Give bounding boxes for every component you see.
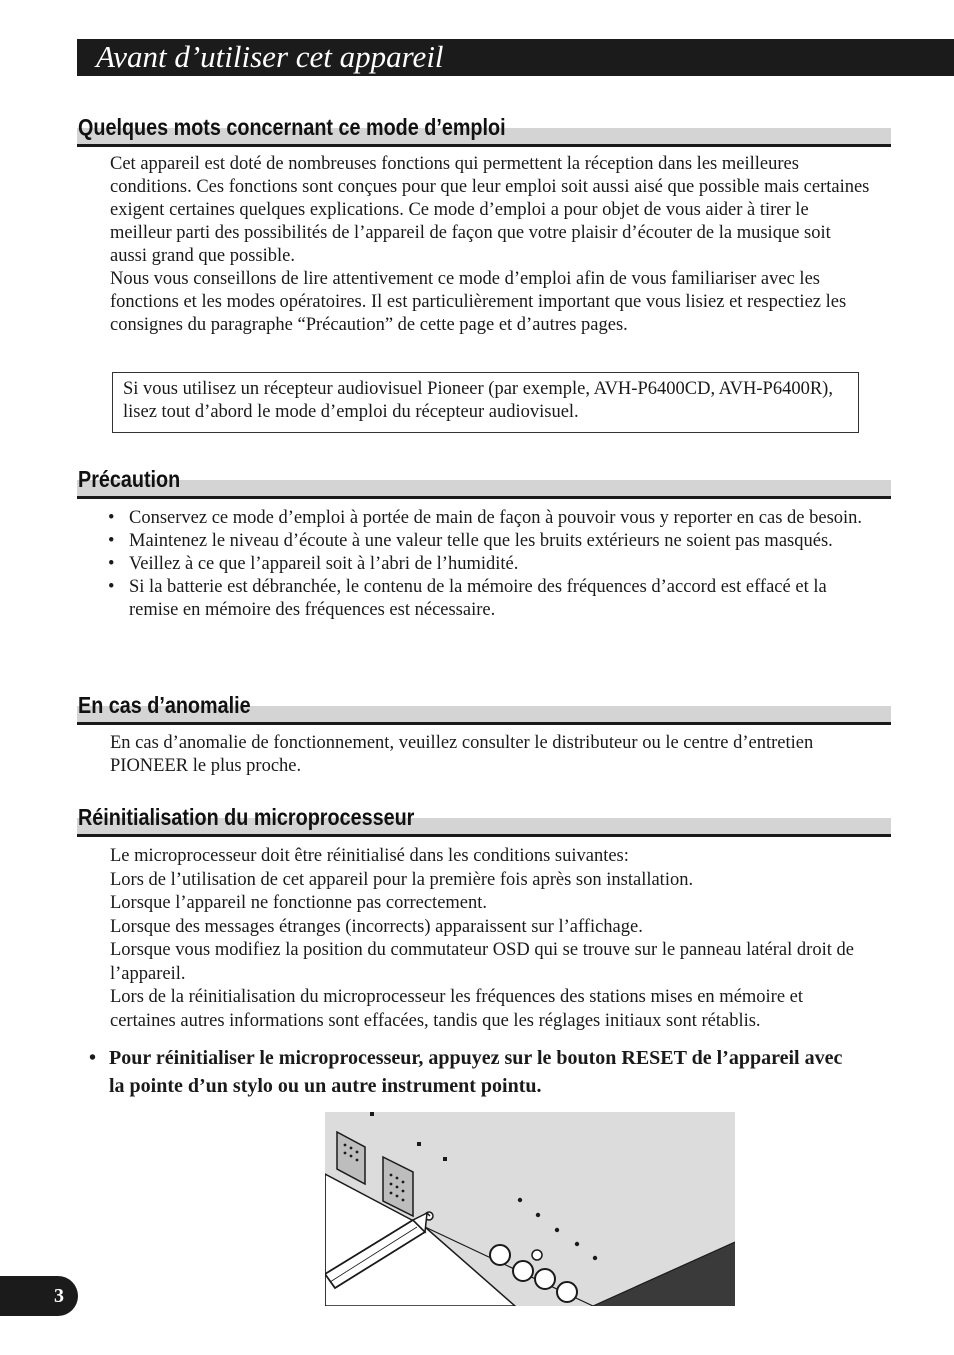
intro-paragraph-1: Cet appareil est doté de nombreuses fonctions qui permettent la réception dans les meilleures conditions. Ces fonctions sont conçues pour que leur emploi soit aussi aisé que possible mais certaines exigent certaines quelques explications. Ce mode d’emploi a pour objet de vous aider à tirer le meilleur parti des possibilités de l’appareil de façon que votre plaisir d’écouter de la musique soit aussi grand que possible. — [110, 154, 870, 266]
list-item-text: Maintenez le niveau d’écoute à une valeur telle que les bruits extérieurs ne soient pas masqués. — [129, 531, 833, 551]
reset-line: Lorsque vous modifiez la position du commutateur OSD qui se trouve sur le panneau latéral droit de l’appareil. — [110, 940, 854, 984]
reset-line: Lors de la réinitialisation du microprocesseur les fréquences des stations mises en mémoire et certaines autres informations sont effacées, tandis que les réglages initiaux sont rétablis. — [110, 987, 804, 1031]
bullet-icon: • — [108, 508, 115, 528]
reset-text — [110, 845, 870, 1033]
list-item — [108, 576, 868, 622]
unit-reset-drawing-icon — [325, 1112, 735, 1306]
reset-line: Lorsque des messages étranges (incorrects) apparaissent sur l’affichage. — [110, 916, 643, 937]
page-number: 3 — [54, 1285, 64, 1307]
reset-button-illustration — [325, 1112, 735, 1306]
note-box: Si vous utilisez un récepteur audiovisuel Pioneer (par exemple, AVH-P6400CD, AVH-P6400R), lisez tout d’abord le mode d’emploi du récepteur audiovisuel. — [112, 372, 859, 433]
heading-label: Quelques mots concernant ce mode d’emploi — [78, 114, 506, 140]
reset-instruction — [89, 1044, 849, 1100]
heading-label: Précaution — [78, 466, 181, 492]
list-item — [108, 553, 868, 576]
list-item-text: Veillez à ce que l’appareil soit à l’abri de l’humidité. — [129, 554, 519, 574]
page-header-banner — [77, 39, 954, 76]
anomaly-paragraph: En cas d’anomalie de fonctionnement, veuillez consulter le distributeur ou le centre d’entretien PIONEER le plus proche. — [110, 733, 814, 776]
page-number-tab — [0, 1276, 78, 1316]
bullet-icon: • — [108, 554, 115, 574]
section-heading-precaution — [77, 466, 891, 500]
precaution-list — [108, 507, 868, 622]
reset-line: Lorsque l’appareil ne fonctionne pas correctement. — [110, 893, 488, 913]
section-heading-reset — [77, 804, 891, 838]
section-heading-intro — [77, 114, 891, 148]
intro-paragraph-2: Nous vous conseillons de lire attentivement ce mode d’emploi afin de vous familiariser avec les fonctions et les modes opératoires. Il est particulièrement important que vous lisiez et respectiez les consignes du paragraphe “Précaution” de cette page et d’autres pages. — [110, 269, 847, 335]
heading-label: Réinitialisation du microprocesseur — [78, 804, 415, 830]
reset-line: Lors de l’utilisation de cet appareil pour la première fois après son installation. — [110, 869, 694, 890]
intro-text — [110, 153, 870, 337]
bullet-icon: • — [108, 531, 115, 551]
list-item-text: Si la batterie est débranchée, le contenu de la mémoire des fréquences d’accord est effacé et la remise en mémoire des fréquences est nécessaire. — [129, 577, 827, 620]
reset-line: Le microprocesseur doit être réinitialisé dans les conditions suivantes: — [110, 846, 629, 866]
list-item — [108, 507, 868, 530]
list-item-text: Conservez ce mode d’emploi à portée de main de façon à pouvoir vous y reporter en cas de besoin. — [129, 508, 863, 528]
section-heading-anomaly — [77, 692, 891, 726]
reset-instruction-text: Pour réinitialiser le microprocesseur, appuyez sur le bouton RESET de l’appareil avec la pointe d’un stylo ou un autre instrument pointu. — [109, 1047, 843, 1097]
bullet-icon: • — [108, 577, 115, 597]
page-title: Avant d’utiliser cet appareil — [96, 39, 444, 74]
heading-label: En cas d’anomalie — [78, 692, 251, 718]
heading-bar — [77, 480, 891, 499]
bullet-icon: • — [89, 1047, 97, 1069]
list-item — [108, 530, 868, 553]
